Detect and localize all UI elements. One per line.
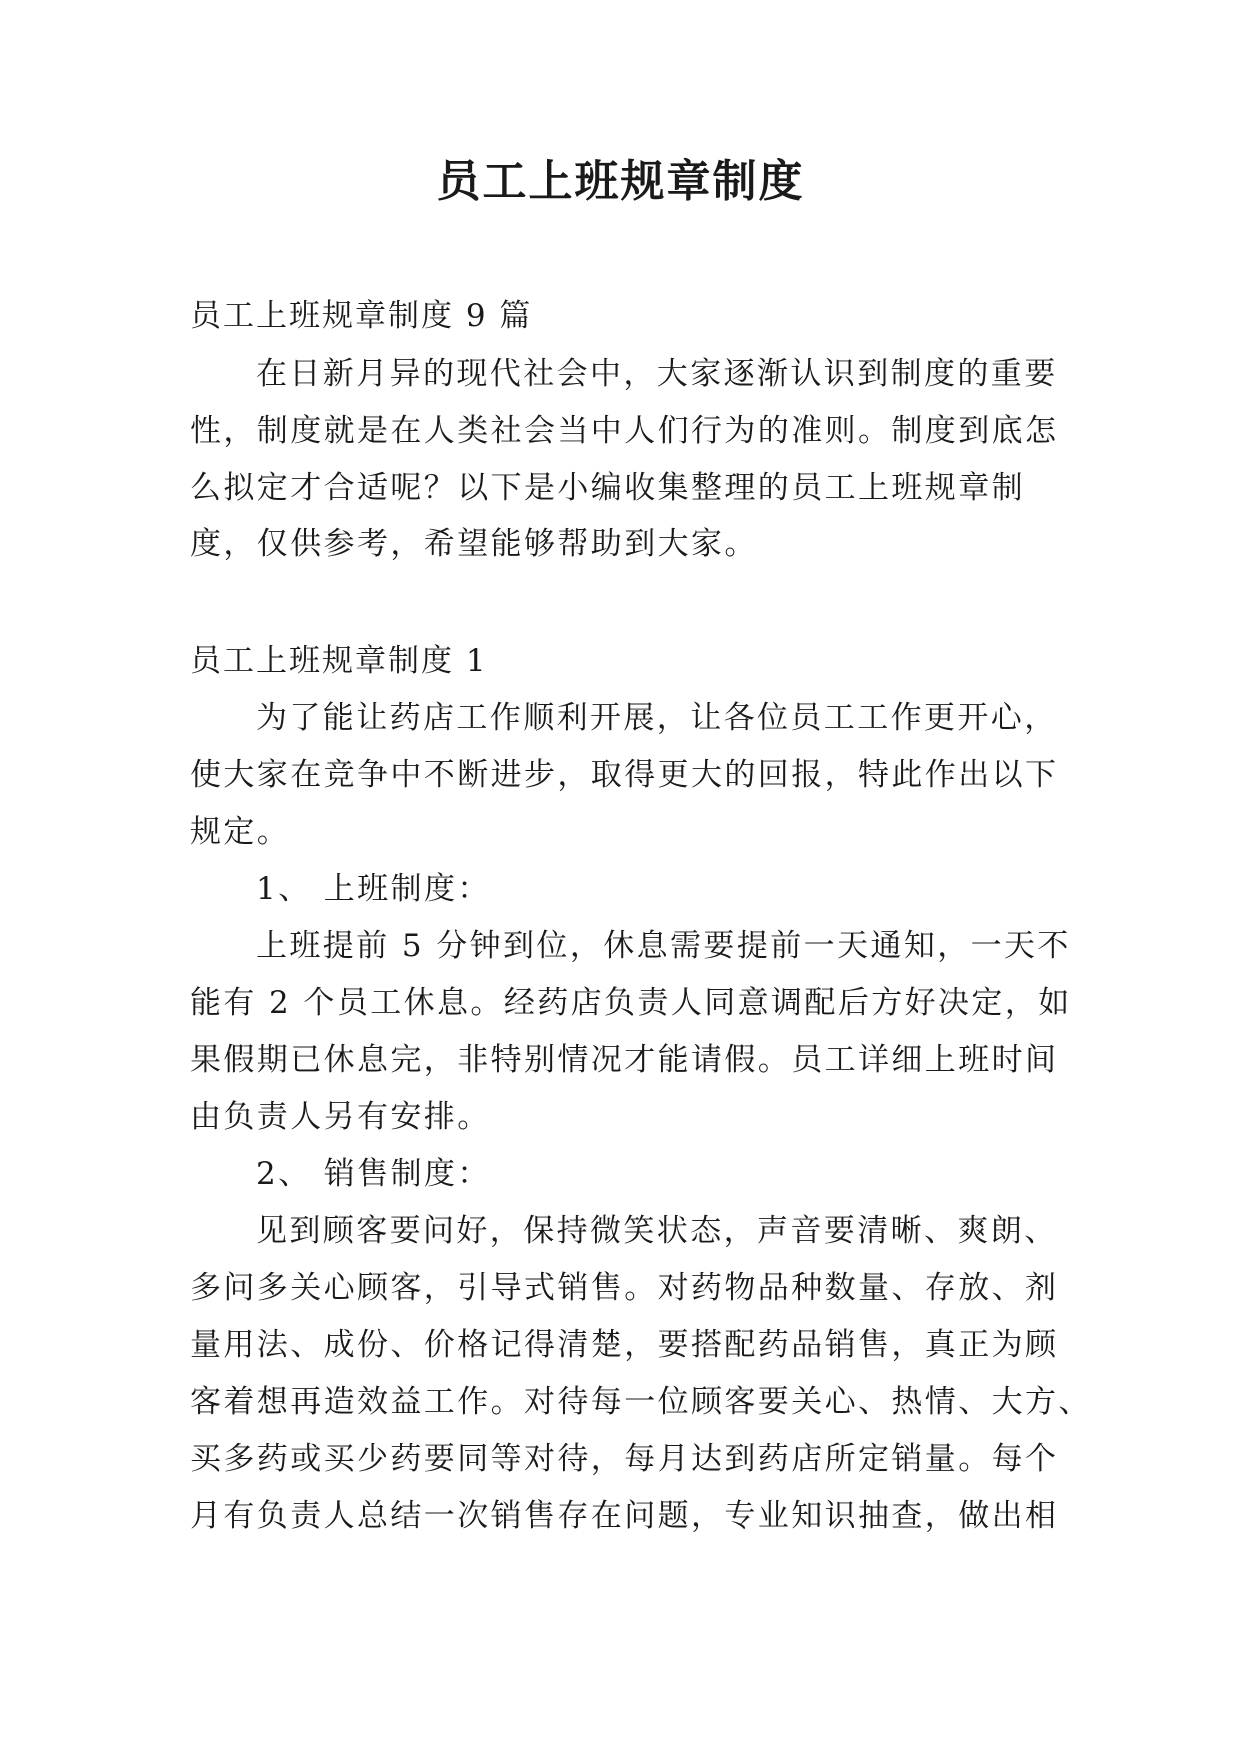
item-heading: 1、 上班制度： xyxy=(256,871,491,907)
item-heading: 2、 销售制度： xyxy=(256,1156,491,1192)
paragraph-line: 客着想再造效益工作。对待每一位顾客要关心、热情、大方、 xyxy=(190,1384,1092,1420)
paragraph-line: 能有 2 个员工休息。经药店负责人同意调配后方好决定，如 xyxy=(190,985,1072,1021)
paragraph-line: 上班提前 5 分钟到位，休息需要提前一天通知，一天不 xyxy=(256,928,1071,964)
paragraph-line: 月有负责人总结一次销售存在问题，专业知识抽查，做出相 xyxy=(190,1498,1059,1534)
paragraph-line: 由负责人另有安排。 xyxy=(190,1099,491,1135)
paragraph-line: 量用法、成份、价格记得清楚，要搭配药品销售，真正为顾 xyxy=(190,1327,1059,1363)
document-title: 员工上班规章制度 xyxy=(436,156,805,207)
paragraph-line: 使大家在竞争中不断进步，取得更大的回报，特此作出以下 xyxy=(190,757,1059,793)
paragraph-line: 多问多关心顾客，引导式销售。对药物品种数量、存放、剂 xyxy=(190,1270,1059,1306)
intro-line: 性，制度就是在人类社会当中人们行为的准则。制度到底怎 xyxy=(190,413,1059,449)
intro-line: 度，仅供参考，希望能够帮助到大家。 xyxy=(190,526,758,562)
intro-heading: 员工上班规章制度 9 篇 xyxy=(190,298,533,334)
paragraph-line: 买多药或买少药要同等对待，每月达到药店所定销量。每个 xyxy=(190,1441,1059,1477)
paragraph-line: 果假期已休息完，非特别情况才能请假。员工详细上班时间 xyxy=(190,1042,1059,1078)
paragraph-line: 见到顾客要问好，保持微笑状态，声音要清晰、爽朗、 xyxy=(256,1213,1058,1249)
paragraph-line: 为了能让药店工作顺利开展，让各位员工工作更开心， xyxy=(256,700,1058,736)
paragraph-line: 规定。 xyxy=(190,814,291,850)
intro-line: 在日新月异的现代社会中，大家逐渐认识到制度的重要 xyxy=(256,356,1058,392)
intro-line: 么拟定才合适呢？以下是小编收集整理的员工上班规章制 xyxy=(190,470,1025,506)
section-heading: 员工上班规章制度 1 xyxy=(190,643,488,679)
